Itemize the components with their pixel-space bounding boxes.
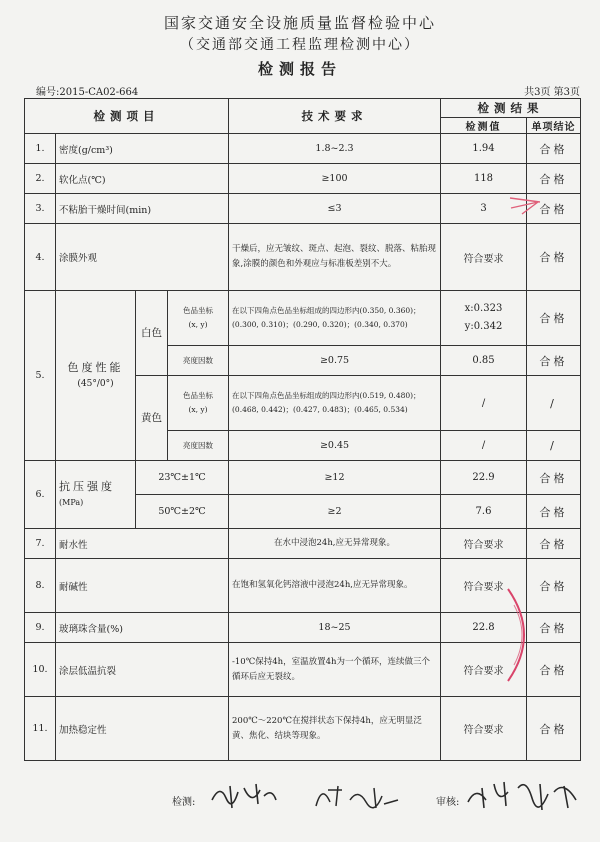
white-chroma-x: x:0.323: [464, 303, 503, 314]
col-item: 检测项目: [25, 99, 229, 134]
row-conclusion: 合格: [527, 613, 581, 643]
table-row: [25, 291, 581, 346]
yellow-chroma-requirement: 在以下四角点色品坐标组成的四边形内(0.519, 0.480)；(0.468, 0.442)；(0.427, 0.483)；(0.465, 0.534): [229, 376, 441, 431]
luminance-label: 亮度因数: [168, 346, 229, 376]
row-value: 118: [441, 164, 527, 194]
row-item: 密度(g/cm³): [56, 134, 229, 164]
inspector-signature-2: [312, 780, 402, 812]
row-value: 符合要求: [441, 697, 527, 761]
row-item: 涂层低温抗裂: [56, 643, 229, 697]
row-conclusion: 合格: [527, 559, 581, 613]
strength-requirement-2: ≥2: [229, 495, 441, 529]
row-conclusion: 合格: [527, 224, 581, 291]
row-item: 不粘胎干燥时间(min): [56, 194, 229, 224]
org-subname: （交通部交通工程监理检测中心）: [180, 37, 420, 53]
row-item: 玻璃珠含量(%): [56, 613, 229, 643]
table-row: [25, 164, 581, 194]
chroma-label: [168, 376, 229, 431]
col-requirement: 技术要求: [229, 99, 441, 134]
row-value: 3: [441, 194, 527, 224]
row-number: 9.: [25, 613, 56, 643]
page-count: 共3页 第3页: [524, 87, 580, 98]
white-chroma-y: y:0.342: [464, 321, 503, 332]
col-result: 检测结果: [441, 99, 581, 118]
table-row: [25, 529, 581, 559]
row-number: 5.: [25, 291, 56, 461]
results-table: [24, 98, 581, 761]
reviewer-signature: [464, 774, 582, 816]
row-requirement: ≤3: [229, 194, 441, 224]
org-name: 国家交通安全设施质量监督检验中心: [163, 14, 436, 32]
row-value: 22.8: [441, 613, 527, 643]
table-row: [25, 224, 581, 291]
chroma-title: 色品坐标: [183, 306, 213, 315]
table-row: [25, 194, 581, 224]
row-value: 符合要求: [441, 224, 527, 291]
row-number: 4.: [25, 224, 56, 291]
white-chroma-requirement: 在以下四角点色品坐标组成的四边形内(0.350, 0.360)；(0.300, 0.310)；(0.290, 0.320)；(0.340, 0.370): [229, 291, 441, 346]
reviewer-label: 审核:: [436, 797, 460, 808]
yellow-chroma-conclusion: /: [527, 376, 581, 431]
strength-unit: (MPa): [59, 497, 84, 507]
yellow-chroma-value: /: [441, 376, 527, 431]
strength-label: [56, 461, 136, 529]
luminance-label: 亮度因数: [168, 431, 229, 461]
row-number: 1.: [25, 134, 56, 164]
row-number: 2.: [25, 164, 56, 194]
row-value: 符合要求: [441, 643, 527, 697]
row-number: 7.: [25, 529, 56, 559]
row-conclusion: 合格: [527, 529, 581, 559]
inspector-label: 检测:: [172, 797, 196, 808]
row-value: 1.94: [441, 134, 527, 164]
row-item: 软化点(℃): [56, 164, 229, 194]
row-requirement: 干燥后，应无皱纹、斑点、起泡、裂纹、脱落、粘胎现象,涂膜的颜色和外观应与标准板差别不大。: [229, 224, 441, 291]
report-number: 编号:2015-CA02-664: [36, 87, 139, 98]
white-luminance-value: 0.85: [441, 346, 527, 376]
row-conclusion: 合格: [527, 134, 581, 164]
row-requirement: 1.8~2.3: [229, 134, 441, 164]
row-conclusion: 合格: [527, 697, 581, 761]
strength-temp-2: 50℃±2℃: [136, 495, 229, 529]
row-number: 6.: [25, 461, 56, 529]
yellow-luminance-requirement: ≥0.45: [229, 431, 441, 461]
inspector-signature-1: [208, 778, 280, 814]
row-conclusion: 合格: [527, 164, 581, 194]
row-requirement: ≥100: [229, 164, 441, 194]
table-row: [25, 613, 581, 643]
strength-value-2: 7.6: [441, 495, 527, 529]
col-value: 检测值: [441, 118, 527, 134]
white-chroma-conclusion: 合格: [527, 291, 581, 346]
col-conclusion: 单项结论: [527, 118, 581, 134]
white-label: 白色: [136, 291, 168, 376]
row-requirement: 在饱和氢氧化钙溶液中浸泡24h,应无异常现象。: [229, 559, 441, 613]
row-requirement: 在水中浸泡24h,应无异常现象。: [229, 529, 441, 559]
row-number: 11.: [25, 697, 56, 761]
table-row: [25, 559, 581, 613]
strength-conclusion-1: 合格: [527, 461, 581, 495]
row-item: 涂膜外观: [56, 224, 229, 291]
row-value: 符合要求: [441, 529, 527, 559]
row-number: 8.: [25, 559, 56, 613]
color-performance-label: [56, 291, 136, 461]
row-item: 加热稳定性: [56, 697, 229, 761]
table-row: [25, 697, 581, 761]
table-row: [25, 134, 581, 164]
chroma-label: [168, 291, 229, 346]
strength-value-1: 22.9: [441, 461, 527, 495]
row-conclusion: 合格: [527, 194, 581, 224]
white-chroma-value: [441, 291, 527, 346]
white-luminance-conclusion: 合格: [527, 346, 581, 376]
row-value: 符合要求: [441, 559, 527, 613]
row-requirement: 18~25: [229, 613, 441, 643]
row-item: 耐水性: [56, 529, 229, 559]
table-row: [25, 643, 581, 697]
yellow-luminance-conclusion: /: [527, 431, 581, 461]
chroma-xy: (x, y): [188, 320, 208, 329]
color-performance-angle: (45°/0°): [77, 378, 114, 389]
chroma-title: 色品坐标: [183, 391, 213, 400]
strength-conclusion-2: 合格: [527, 495, 581, 529]
yellow-label: 黄色: [136, 376, 168, 461]
row-requirement: -10℃保持4h，室温放置4h为一个循环，连续做三个循环后应无裂纹。: [229, 643, 441, 697]
row-conclusion: 合格: [527, 643, 581, 697]
white-luminance-requirement: ≥0.75: [229, 346, 441, 376]
header-row: [25, 99, 581, 118]
seal-stamp: [500, 585, 540, 685]
chroma-xy: (x, y): [188, 405, 208, 414]
row-requirement: 200℃～220℃在搅拌状态下保持4h，应无明显泛黄、焦化、结块等现象。: [229, 697, 441, 761]
strength-title: 抗压强度: [59, 479, 115, 493]
color-performance-title: 色度性能: [67, 360, 124, 374]
row-number: 10.: [25, 643, 56, 697]
row-item: 耐碱性: [56, 559, 229, 613]
strength-requirement-1: ≥12: [229, 461, 441, 495]
report-title: 检测报告: [257, 60, 342, 78]
strength-temp-1: 23℃±1℃: [136, 461, 229, 495]
table-row: [25, 461, 581, 495]
row-number: 3.: [25, 194, 56, 224]
check-mark-icon: [508, 184, 548, 224]
yellow-luminance-value: /: [441, 431, 527, 461]
